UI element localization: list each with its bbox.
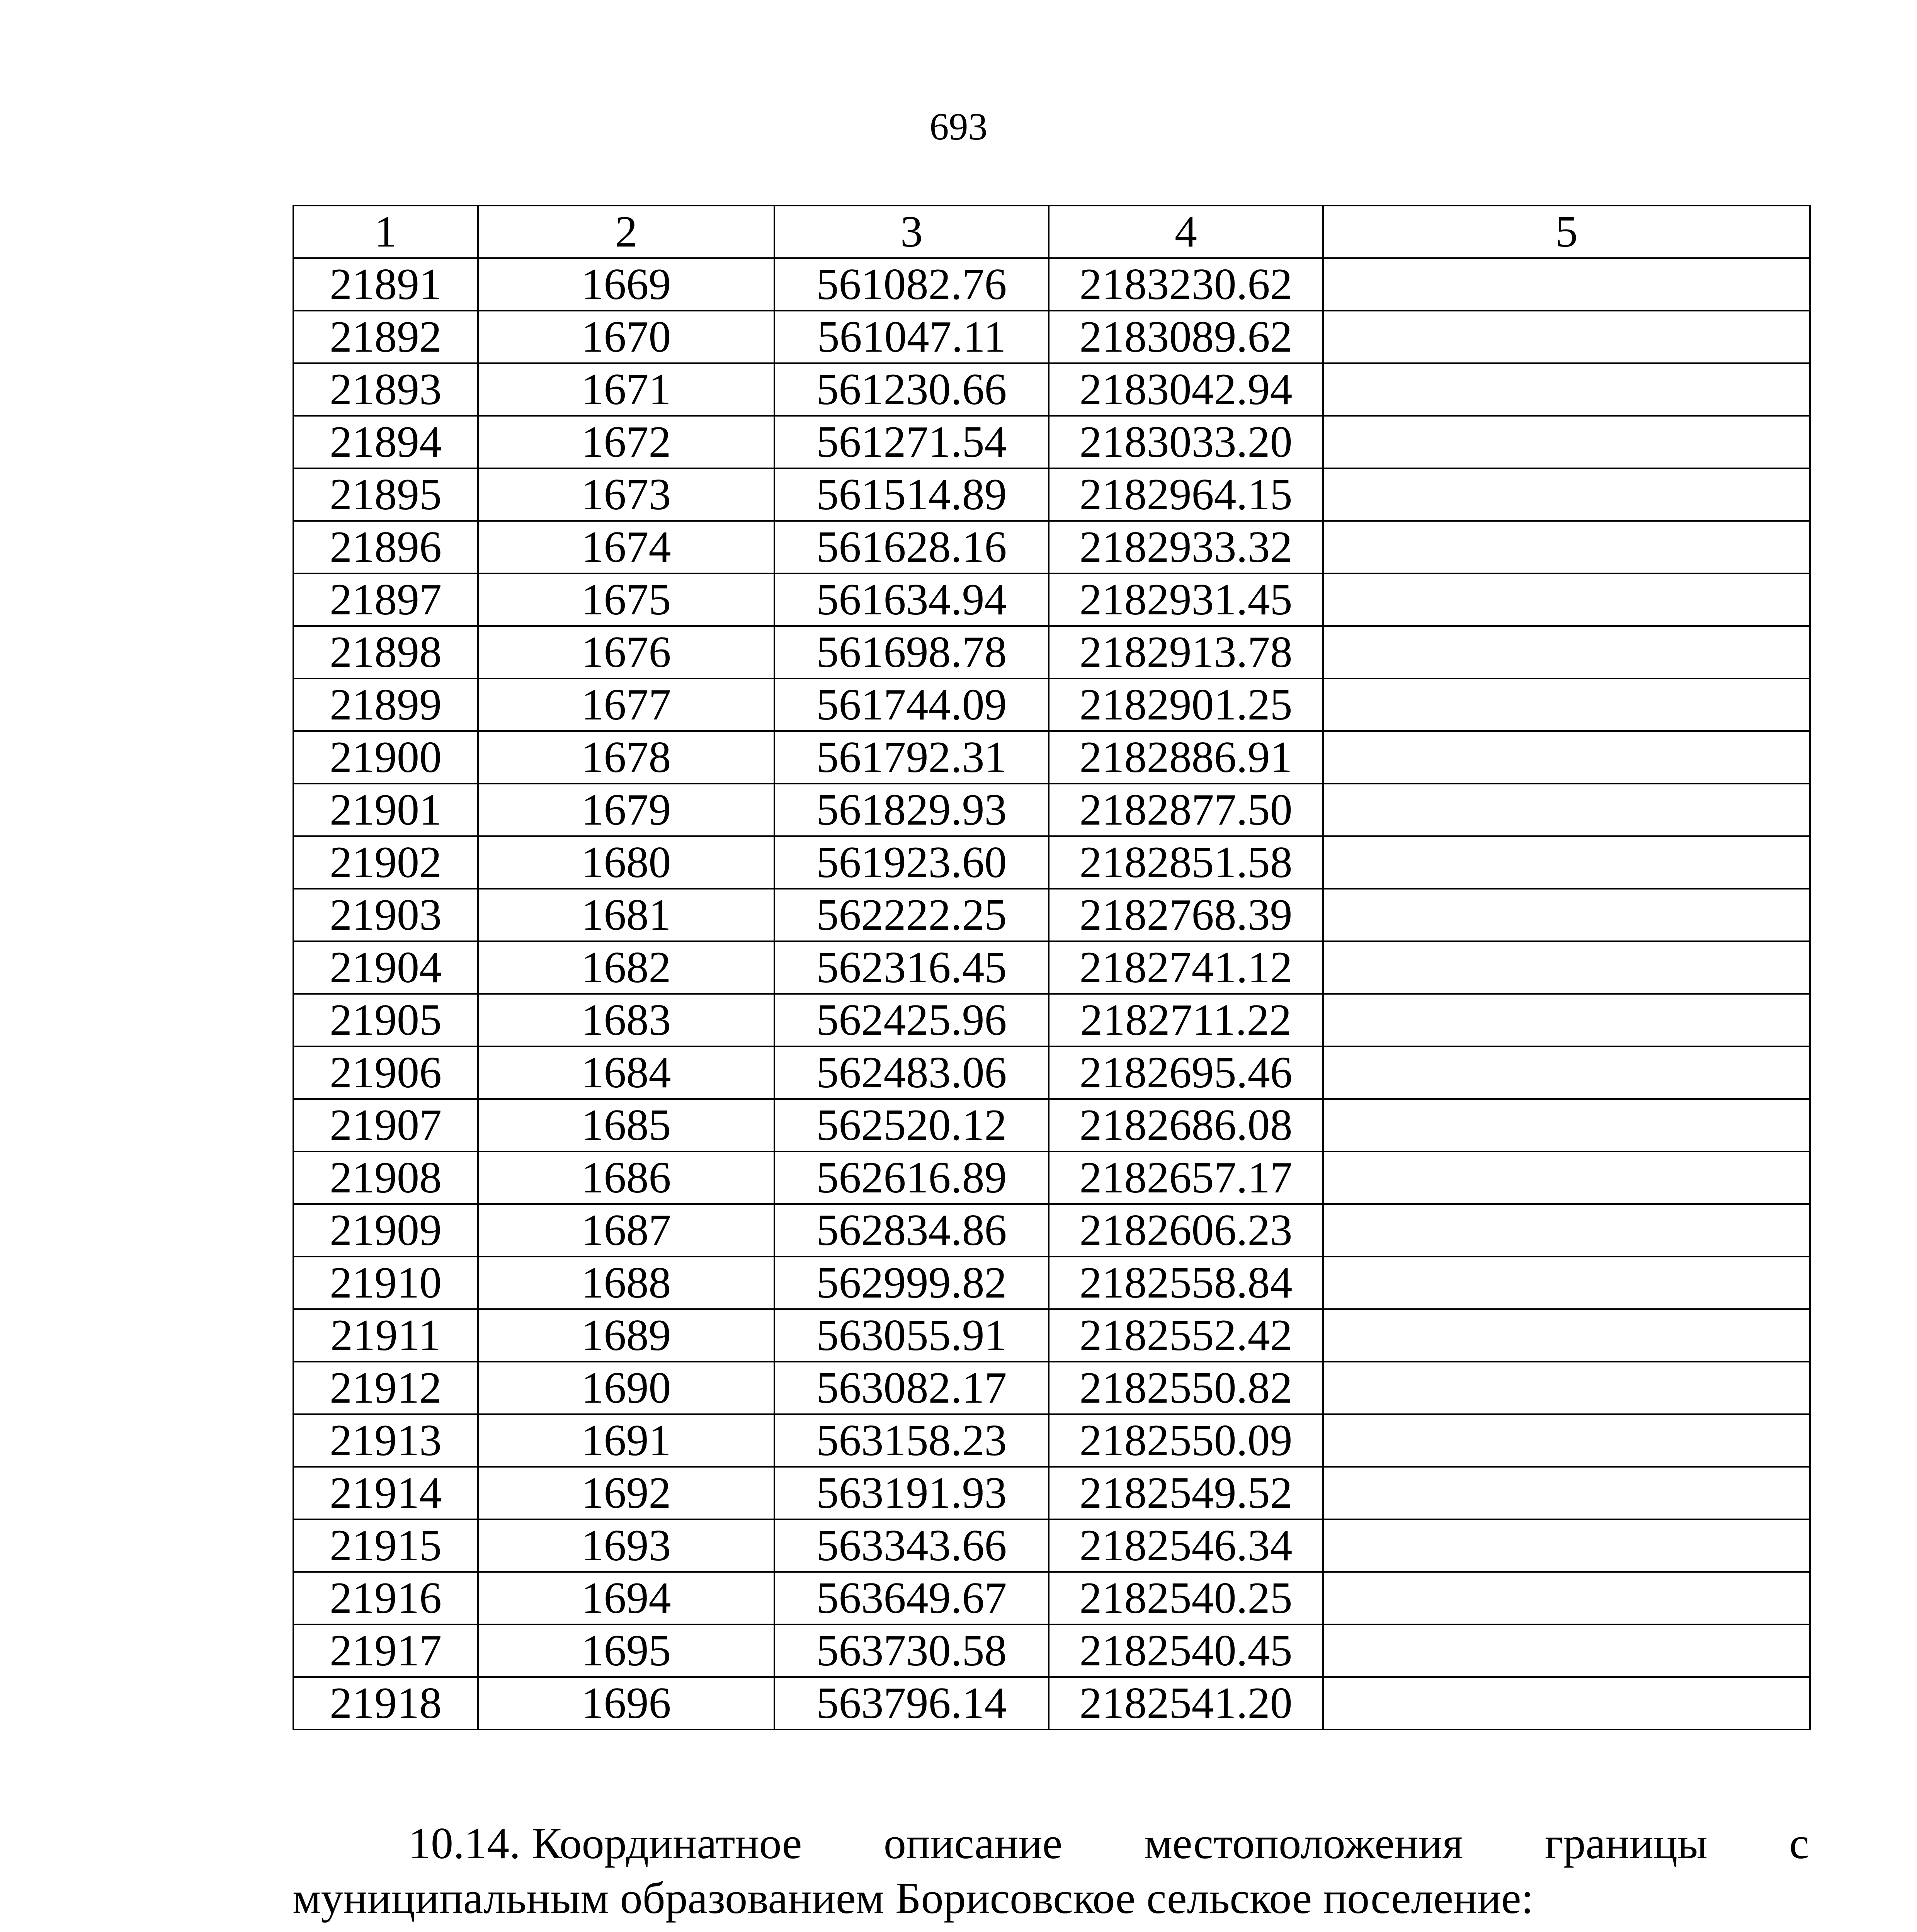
table-row — [293, 1677, 1810, 1730]
table-cell: 2183042.94 — [1049, 363, 1323, 416]
table-cell: 2182964.15 — [1049, 468, 1323, 521]
table-cell: 2182552.42 — [1049, 1309, 1323, 1362]
table-cell: 21894 — [293, 416, 478, 468]
table-cell: 562425.96 — [774, 994, 1049, 1046]
table-cell — [1323, 416, 1810, 468]
table-cell — [1323, 1677, 1810, 1730]
section-heading-word: границы — [1544, 1819, 1708, 1868]
table-row — [293, 1519, 1810, 1572]
table-cell: 563055.91 — [774, 1309, 1049, 1362]
table-cell: 21906 — [293, 1046, 478, 1099]
table-cell: 2182711.22 — [1049, 994, 1323, 1046]
table-cell: 1692 — [478, 1467, 774, 1519]
table-cell: 563158.23 — [774, 1414, 1049, 1467]
section-heading-line1 — [293, 1816, 1809, 1871]
table-row — [293, 416, 1810, 468]
table-cell: 1695 — [478, 1624, 774, 1677]
table-cell: 1688 — [478, 1257, 774, 1309]
table-row — [293, 1309, 1810, 1362]
table-row — [293, 836, 1810, 889]
table-cell: 1696 — [478, 1677, 774, 1730]
table-cell: 21891 — [293, 258, 478, 311]
table-cell: 1686 — [478, 1151, 774, 1204]
table-row — [293, 311, 1810, 363]
table-cell: 2182550.82 — [1049, 1362, 1323, 1414]
table-cell: 21898 — [293, 626, 478, 679]
table-cell: 562222.25 — [774, 889, 1049, 941]
table-row — [293, 1624, 1810, 1677]
table-cell: 2182657.17 — [1049, 1151, 1323, 1204]
section-heading-word: с — [1789, 1819, 1809, 1868]
column-number-cell: 5 — [1323, 206, 1810, 258]
table-cell: 21905 — [293, 994, 478, 1046]
table-cell: 21903 — [293, 889, 478, 941]
column-number-cell: 4 — [1049, 206, 1323, 258]
table-cell: 1682 — [478, 941, 774, 994]
table-row — [293, 468, 1810, 521]
table-cell: 21913 — [293, 1414, 478, 1467]
table-cell: 21912 — [293, 1362, 478, 1414]
table-cell — [1323, 679, 1810, 731]
table-cell: 1689 — [478, 1309, 774, 1362]
table-cell: 1680 — [478, 836, 774, 889]
table-cell: 21904 — [293, 941, 478, 994]
table-cell — [1323, 1362, 1810, 1414]
table-cell: 1693 — [478, 1519, 774, 1572]
table-cell: 2182913.78 — [1049, 626, 1323, 679]
column-number-cell: 1 — [293, 206, 478, 258]
table-cell: 21914 — [293, 1467, 478, 1519]
table-cell: 2182901.25 — [1049, 679, 1323, 731]
table-cell — [1323, 836, 1810, 889]
table-cell: 2182541.20 — [1049, 1677, 1323, 1730]
column-number-row — [293, 206, 1810, 258]
table-cell: 21909 — [293, 1204, 478, 1257]
table-cell: 21917 — [293, 1624, 478, 1677]
table-cell: 562834.86 — [774, 1204, 1049, 1257]
table-row — [293, 626, 1810, 679]
table-cell — [1323, 363, 1810, 416]
table-cell: 21918 — [293, 1677, 478, 1730]
section-heading-word: местоположения — [1144, 1819, 1463, 1868]
table-cell: 561634.94 — [774, 573, 1049, 626]
table-cell: 21916 — [293, 1572, 478, 1624]
table-cell: 2182558.84 — [1049, 1257, 1323, 1309]
table-cell: 2182768.39 — [1049, 889, 1323, 941]
table-cell: 1678 — [478, 731, 774, 784]
table-cell: 562616.89 — [774, 1151, 1049, 1204]
table-row — [293, 889, 1810, 941]
table-cell: 21907 — [293, 1099, 478, 1151]
table-cell — [1323, 1624, 1810, 1677]
table-cell: 21893 — [293, 363, 478, 416]
table-cell: 1691 — [478, 1414, 774, 1467]
table-cell: 563796.14 — [774, 1677, 1049, 1730]
table-cell: 21908 — [293, 1151, 478, 1204]
table-cell: 21896 — [293, 521, 478, 573]
table-cell: 21895 — [293, 468, 478, 521]
table-row — [293, 1204, 1810, 1257]
table-cell: 561514.89 — [774, 468, 1049, 521]
table-cell: 2182741.12 — [1049, 941, 1323, 994]
table-cell: 561923.60 — [774, 836, 1049, 889]
table-cell: 21900 — [293, 731, 478, 784]
table-cell: 21910 — [293, 1257, 478, 1309]
table-cell: 1670 — [478, 311, 774, 363]
table-cell: 2182606.23 — [1049, 1204, 1323, 1257]
table-cell — [1323, 1204, 1810, 1257]
table-cell: 1679 — [478, 784, 774, 836]
table-row — [293, 1257, 1810, 1309]
table-row — [293, 1151, 1810, 1204]
table-cell — [1323, 1519, 1810, 1572]
table-cell: 561829.93 — [774, 784, 1049, 836]
table-cell — [1323, 889, 1810, 941]
table-row — [293, 1099, 1810, 1151]
table-row — [293, 573, 1810, 626]
table-cell: 1685 — [478, 1099, 774, 1151]
table-cell: 2182540.25 — [1049, 1572, 1323, 1624]
page-number: 693 — [929, 105, 988, 148]
table-cell: 561082.76 — [774, 258, 1049, 311]
section-heading-line2: муниципальным образованием Борисовское сельское поселение: — [293, 1874, 1534, 1923]
table-row — [293, 994, 1810, 1046]
table-cell — [1323, 1572, 1810, 1624]
column-number-cell: 2 — [478, 206, 774, 258]
table-row — [293, 1046, 1810, 1099]
coordinates-table-continued — [293, 205, 1811, 1730]
table-cell — [1323, 573, 1810, 626]
table-row — [293, 731, 1810, 784]
table-cell — [1323, 626, 1810, 679]
table-cell: 2182686.08 — [1049, 1099, 1323, 1151]
table-cell: 2182851.58 — [1049, 836, 1323, 889]
table-cell: 2182550.09 — [1049, 1414, 1323, 1467]
table-cell: 561230.66 — [774, 363, 1049, 416]
table-cell: 1674 — [478, 521, 774, 573]
table-cell: 21897 — [293, 573, 478, 626]
table-cell — [1323, 731, 1810, 784]
table-cell: 2182695.46 — [1049, 1046, 1323, 1099]
table-cell: 1669 — [478, 258, 774, 311]
table-cell: 561698.78 — [774, 626, 1049, 679]
table-cell: 2183033.20 — [1049, 416, 1323, 468]
table-cell: 21899 — [293, 679, 478, 731]
table-cell: 2182931.45 — [1049, 573, 1323, 626]
table-cell: 2183230.62 — [1049, 258, 1323, 311]
table-cell: 563649.67 — [774, 1572, 1049, 1624]
table-cell: 563343.66 — [774, 1519, 1049, 1572]
section-heading-word: описание — [883, 1819, 1063, 1868]
table-cell — [1323, 784, 1810, 836]
table-cell: 21915 — [293, 1519, 478, 1572]
table-row — [293, 1414, 1810, 1467]
table-cell — [1323, 1309, 1810, 1362]
table-cell: 21892 — [293, 311, 478, 363]
table-cell: 2182549.52 — [1049, 1467, 1323, 1519]
table-row — [293, 363, 1810, 416]
table-cell — [1323, 1414, 1810, 1467]
table-row — [293, 521, 1810, 573]
table-cell — [1323, 1151, 1810, 1204]
table-cell: 1672 — [478, 416, 774, 468]
table-cell: 1675 — [478, 573, 774, 626]
table-cell: 561792.31 — [774, 731, 1049, 784]
table-cell: 562316.45 — [774, 941, 1049, 994]
table-row — [293, 1362, 1810, 1414]
table-cell: 561744.09 — [774, 679, 1049, 731]
table-cell — [1323, 468, 1810, 521]
table-cell: 1687 — [478, 1204, 774, 1257]
table-cell: 2182877.50 — [1049, 784, 1323, 836]
table-cell: 2182540.45 — [1049, 1624, 1323, 1677]
table-cell — [1323, 1046, 1810, 1099]
table-cell — [1323, 1467, 1810, 1519]
table-cell: 562520.12 — [774, 1099, 1049, 1151]
table-cell: 561047.11 — [774, 311, 1049, 363]
table-cell — [1323, 1099, 1810, 1151]
table-cell — [1323, 941, 1810, 994]
section-heading-word: 10.14. Координатное — [408, 1819, 802, 1868]
table-cell: 1677 — [478, 679, 774, 731]
table-row — [293, 679, 1810, 731]
table-cell — [1323, 311, 1810, 363]
table-row — [293, 1572, 1810, 1624]
table-cell: 1676 — [478, 626, 774, 679]
table-cell: 21902 — [293, 836, 478, 889]
table-cell: 1673 — [478, 468, 774, 521]
table-cell: 2182546.34 — [1049, 1519, 1323, 1572]
table-cell: 562483.06 — [774, 1046, 1049, 1099]
table-row — [293, 784, 1810, 836]
table-cell — [1323, 1257, 1810, 1309]
table-cell: 2182933.32 — [1049, 521, 1323, 573]
table-cell — [1323, 521, 1810, 573]
table-cell: 1683 — [478, 994, 774, 1046]
table-cell: 1694 — [478, 1572, 774, 1624]
table-cell: 562999.82 — [774, 1257, 1049, 1309]
table-cell: 2182886.91 — [1049, 731, 1323, 784]
table-cell: 561271.54 — [774, 416, 1049, 468]
table-cell: 2183089.62 — [1049, 311, 1323, 363]
table-row — [293, 258, 1810, 311]
column-number-cell: 3 — [774, 206, 1049, 258]
table-cell: 21901 — [293, 784, 478, 836]
table-cell: 563082.17 — [774, 1362, 1049, 1414]
section-heading — [293, 1816, 1809, 1926]
table-cell: 1681 — [478, 889, 774, 941]
table-cell: 563730.58 — [774, 1624, 1049, 1677]
table-cell: 21911 — [293, 1309, 478, 1362]
table-cell: 1671 — [478, 363, 774, 416]
table-cell: 1684 — [478, 1046, 774, 1099]
table-cell — [1323, 258, 1810, 311]
table-row — [293, 941, 1810, 994]
table-cell: 561628.16 — [774, 521, 1049, 573]
table-row — [293, 1467, 1810, 1519]
table-cell — [1323, 994, 1810, 1046]
table-cell: 1690 — [478, 1362, 774, 1414]
table-cell: 563191.93 — [774, 1467, 1049, 1519]
